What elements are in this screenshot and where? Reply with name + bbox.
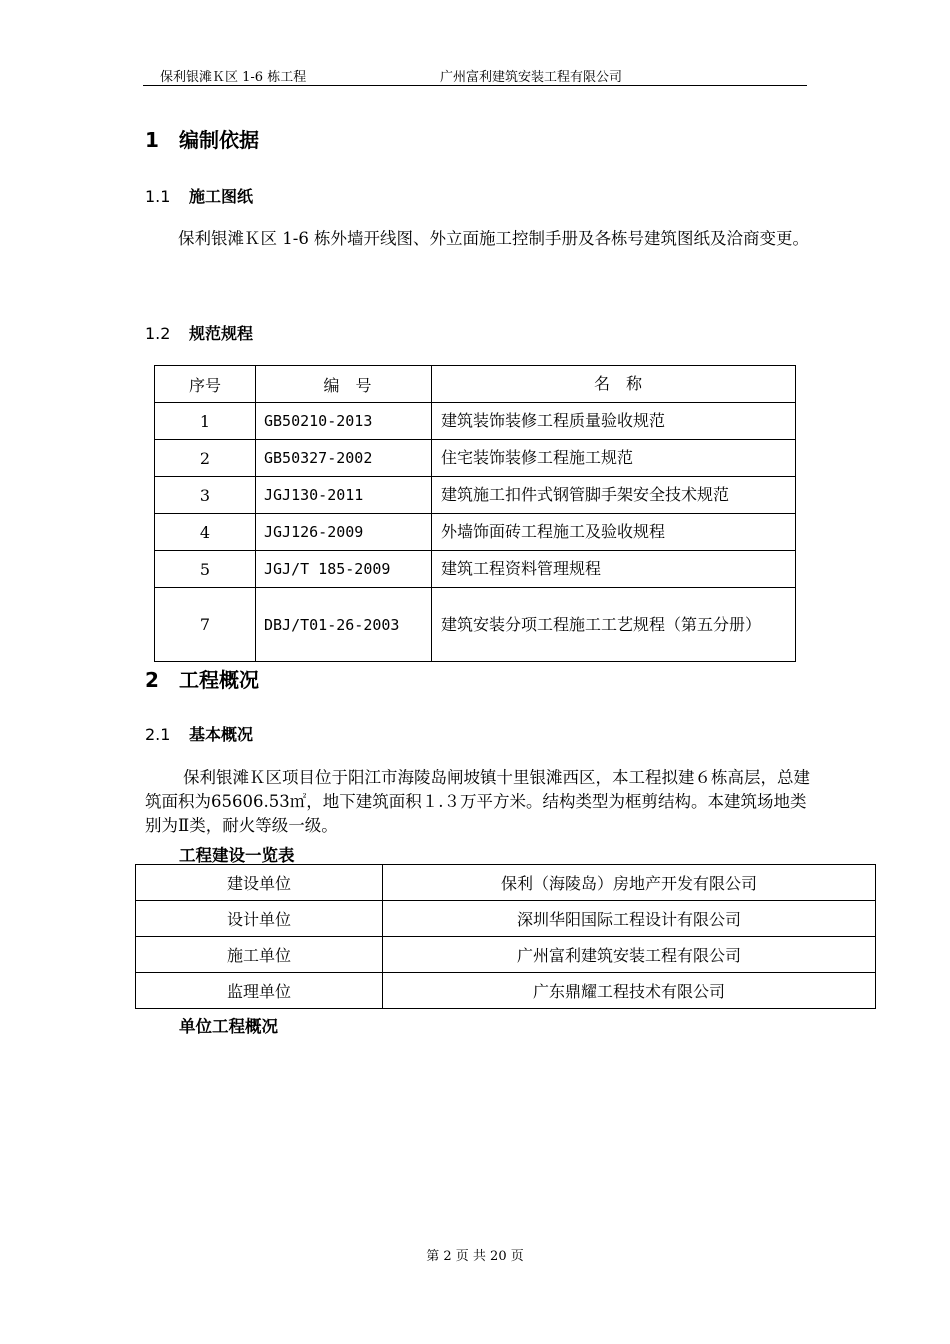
table-row — [155, 514, 796, 551]
standards-table — [154, 365, 796, 662]
section-title: 基本概况 — [189, 725, 254, 744]
row-code: GB50210-2013 — [256, 403, 432, 440]
row-name: 建筑施工扣件式钢管脚手架安全技术规范 — [432, 477, 796, 514]
row-no: 4 — [155, 514, 256, 551]
row-value: 广州富利建筑安装工程有限公司 — [383, 937, 876, 973]
row-no: 1 — [155, 403, 256, 440]
row-code: JGJ130-2011 — [256, 477, 432, 514]
section-title: 编制依据 — [179, 128, 259, 152]
page-footer: 第 2 页 共 20 页 — [426, 1249, 524, 1264]
table-row — [136, 937, 876, 973]
row-value: 深圳华阳国际工程设计有限公司 — [383, 901, 876, 937]
section-2-heading — [145, 664, 259, 693]
table-row — [136, 901, 876, 937]
section-title: 施工图纸 — [189, 187, 254, 206]
row-value: 广东鼎耀工程技术有限公司 — [383, 973, 876, 1009]
section-title: 规范规程 — [189, 324, 254, 343]
row-name: 住宅装饰装修工程施工规范 — [432, 440, 796, 477]
section-number: 1.1 — [145, 187, 171, 206]
overview-paragraph: 保利银滩Ｋ区项目位于阳江市海陵岛闸坡镇十里银滩西区，本工程拟建６栋高层，总建筑面积为65606.53㎡，地下建筑面积１.３万平方米。结构类型为框剪结构。本建筑场地类别为Ⅱ类，耐火等级一级。 — [145, 768, 810, 835]
row-name: 建筑工程资料管理规程 — [432, 551, 796, 588]
row-key: 监理单位 — [136, 973, 383, 1009]
table-header-row — [155, 366, 796, 403]
project-table-caption: 工程建设一览表 — [179, 846, 295, 865]
section-number: 1.2 — [145, 324, 171, 343]
header-project-name: 保利银滩Ｋ区 1-6 栋工程 — [160, 70, 307, 85]
table-row — [136, 973, 876, 1009]
unit-overview-caption: 单位工程概况 — [179, 1017, 278, 1036]
row-value: 保利（海陵岛）房地产开发有限公司 — [383, 865, 876, 901]
section-1-heading — [145, 124, 259, 153]
section-1-1-heading — [145, 184, 253, 207]
table-row — [155, 588, 796, 662]
header-cell-code: 编 号 — [256, 366, 432, 403]
table-row — [136, 865, 876, 901]
row-no: 5 — [155, 551, 256, 588]
table-row — [155, 403, 796, 440]
header-cell-name: 名 称 — [432, 366, 796, 403]
row-key: 建设单位 — [136, 865, 383, 901]
table-row — [155, 477, 796, 514]
table-row — [155, 440, 796, 477]
row-code: JGJ/T 185-2009 — [256, 551, 432, 588]
section-1-2-heading — [145, 321, 253, 344]
row-no: 7 — [155, 588, 256, 662]
row-name: 建筑装饰装修工程质量验收规范 — [432, 403, 796, 440]
section-title: 工程概况 — [179, 668, 259, 692]
drawings-paragraph: 保利银滩Ｋ区 1-6 栋外墙开线图、外立面施工控制手册及各栋号建筑图纸及洽商变更。 — [178, 229, 810, 248]
row-code: DBJ/T01-26-2003 — [256, 588, 432, 662]
header-cell-no: 序号 — [155, 366, 256, 403]
row-no: 2 — [155, 440, 256, 477]
row-name: 外墙饰面砖工程施工及验收规程 — [432, 514, 796, 551]
row-key: 设计单位 — [136, 901, 383, 937]
row-name: 建筑安装分项工程施工工艺规程（第五分册） — [432, 588, 796, 662]
row-code: GB50327-2002 — [256, 440, 432, 477]
row-no: 3 — [155, 477, 256, 514]
section-number: 2.1 — [145, 725, 171, 744]
table-row — [155, 551, 796, 588]
row-code: JGJ126-2009 — [256, 514, 432, 551]
header-rule — [143, 85, 807, 86]
section-number: 1 — [145, 128, 159, 152]
row-key: 施工单位 — [136, 937, 383, 973]
header-company-name: 广州富利建筑安装工程有限公司 — [440, 70, 623, 85]
project-table — [135, 864, 876, 1009]
section-number: 2 — [145, 668, 159, 692]
section-2-1-heading — [145, 722, 253, 745]
